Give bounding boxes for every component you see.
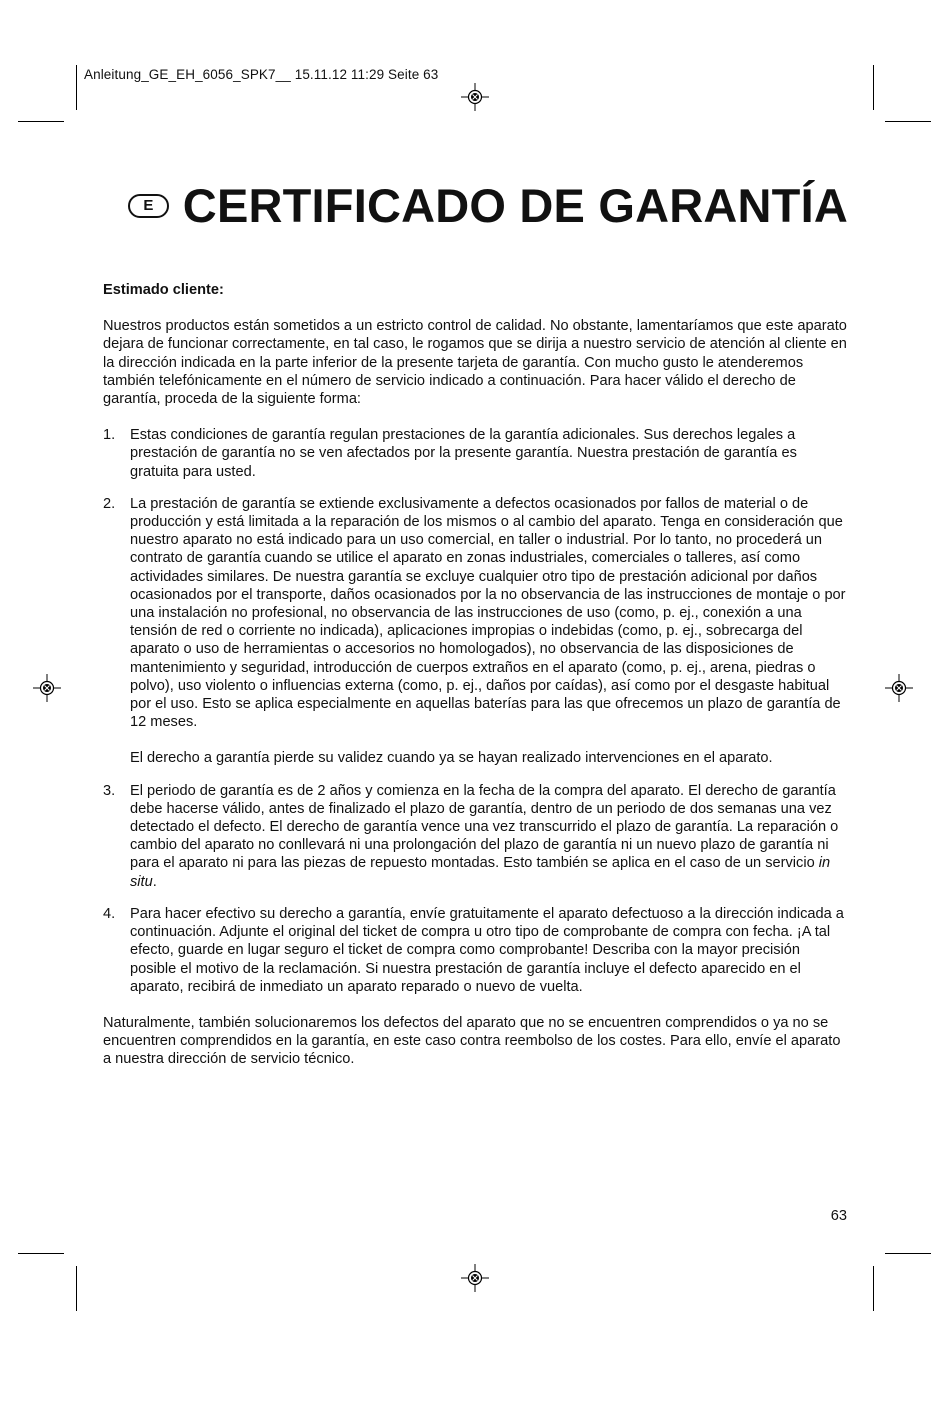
list-item [103, 782, 849, 891]
list-number: 2. [103, 495, 116, 512]
crop-mark-bottom-left-vertical [76, 1266, 77, 1311]
list-item-text-tail: . [152, 873, 157, 890]
list-item-text: La prestación de garantía se extiende exclusivamente a defectos ocasionados por fallos de material o de producción y está limitada a la reparación de los mismos o al cambio del aparato. Tenga en consideración que nuestro aparato no está indicado para un uso comercial, en taller o industrial. Por lo tanto, no procederá un contrato de garantía cuando se utilice el aparato en zonas industriales, comerciales o talleres, así como actividades similares. De nuestra garantía se excluye cualquier otro tipo de prestación adicional por daños ocasionados por el transporte, daños ocasionados por la no observancia de las instrucciones de montaje o por una instalación no profesional, no observancia de las instrucciones de uso (como, p. ej., conexión a una tensión de red o corriente no indicada), aplicaciones impropias o indebidas (como, p. ej., sobrecarga del aparato o uso de herramientas o accesorios no homologados), no observancia de las disposiciones de mantenimiento y seguridad, introducción de cuerpos extraños en el aparato (como, p. ej., arena, piedras o polvo), uso violento o influencias externa (como, p. ej., daños por caídas), así como por el desgaste habitual por el uso. Esto se aplica especialmente en aquellas baterías para las que ofrecemos un plazo de garantía de 12 meses. [130, 495, 846, 731]
crop-mark-bottom-left-horizontal [18, 1253, 64, 1254]
page-number: 63 [830, 1208, 847, 1224]
list-item-text: Para hacer efectivo su derecho a garantía, envíe gratuitamente el aparato defectuoso a la dirección indicada a continuación. Adjunte el original del ticket de compra u otro tipo de comprobante de compra con fecha. ¡A tal efecto, guarde en lugar seguro el ticket de compra como comprobante! Describa con la mayor precisión posible el motivo de la reclamación. Si nuestra prestación de garantía incluye el defecto aparecido en el aparato, recibirá de inmediato un aparato reparado o nuevo de vuelta. [130, 905, 844, 995]
document-body [103, 281, 849, 1087]
list-item-text [130, 782, 849, 891]
crop-mark-bottom-right-vertical [873, 1266, 874, 1311]
list-item-text: Estas condiciones de garantía regulan prestaciones de la garantía adicionales. Sus derechos legales a prestación de garantía no se ven afectados por la presente garantía. Nuestra prestación de garantía es gratuita para usted. [130, 427, 797, 480]
page-title: CERTIFICADO DE GARANTÍA [182, 179, 848, 232]
registration-mark-icon [461, 83, 489, 111]
list-item-note: El derecho a garantía pierde su validez cuando ya se hayan realizado intervenciones en el aparato. [130, 750, 773, 767]
registration-mark-icon [33, 674, 61, 702]
list-number: 1. [103, 427, 116, 444]
list-item [103, 905, 849, 996]
header [128, 179, 848, 232]
list-number: 3. [103, 782, 116, 799]
list-number: 4. [103, 905, 116, 922]
registration-mark-icon [461, 1264, 489, 1292]
italic-term: in situ [130, 855, 831, 890]
list-item [103, 426, 849, 481]
registration-mark-icon [885, 674, 913, 702]
crop-mark-top-left-horizontal [18, 121, 64, 122]
crop-mark-top-left-vertical [76, 65, 77, 110]
crop-mark-bottom-right-horizontal [885, 1253, 931, 1254]
crop-mark-top-right-vertical [873, 65, 874, 110]
greeting: Estimado cliente: [103, 282, 224, 298]
list-item [103, 495, 849, 768]
closing-paragraph: Naturalmente, también solucionaremos los defectos del aparato que no se encuentren comprendidos o ya no se encuentren comprendidos en la garantía, en este caso contra reembolso de los costes. Para ello, envíe el aparato a nuestra dirección de servicio técnico. [103, 1014, 841, 1068]
list-item-text-main: El periodo de garantía es de 2 años y comienza en la fecha de la compra del aparato. El derecho de garantía debe hacerse válido, antes de finalizado el plazo de garantía, dentro de un periodo de dos semanas una vez detectado el defecto. El derecho de garantía vence una vez transcurrido el plazo de garantía. La reparación o cambio del aparato no conllevará ni una prolongación del plazo de garantía ni un nuevo plazo de garantía ni para el aparato ni para las piezas de repuesto montadas. Esto también se aplica en el caso de un servicio [130, 782, 839, 872]
intro-paragraph: Nuestros productos están sometidos a un estricto control de calidad. No obstante, lamentaríamos que este aparato dejara de funcionar correctamente, en tal caso, le rogamos que se dirija a nuestro servicio de atención al cliente en la dirección indicada en la parte inferior de la presente tarjeta de garantía. Con mucho gusto le atenderemos también telefónicamente en el número de servicio indicado a continuación. Para hacer válido el derecho de garantía, proceda de la siguiente forma: [103, 318, 847, 408]
crop-mark-top-right-horizontal [885, 121, 931, 122]
print-slug: Anleitung_GE_EH_6056_SPK7__ 15.11.12 11:29 Seite 63 [84, 67, 439, 82]
language-badge: E [128, 194, 169, 218]
